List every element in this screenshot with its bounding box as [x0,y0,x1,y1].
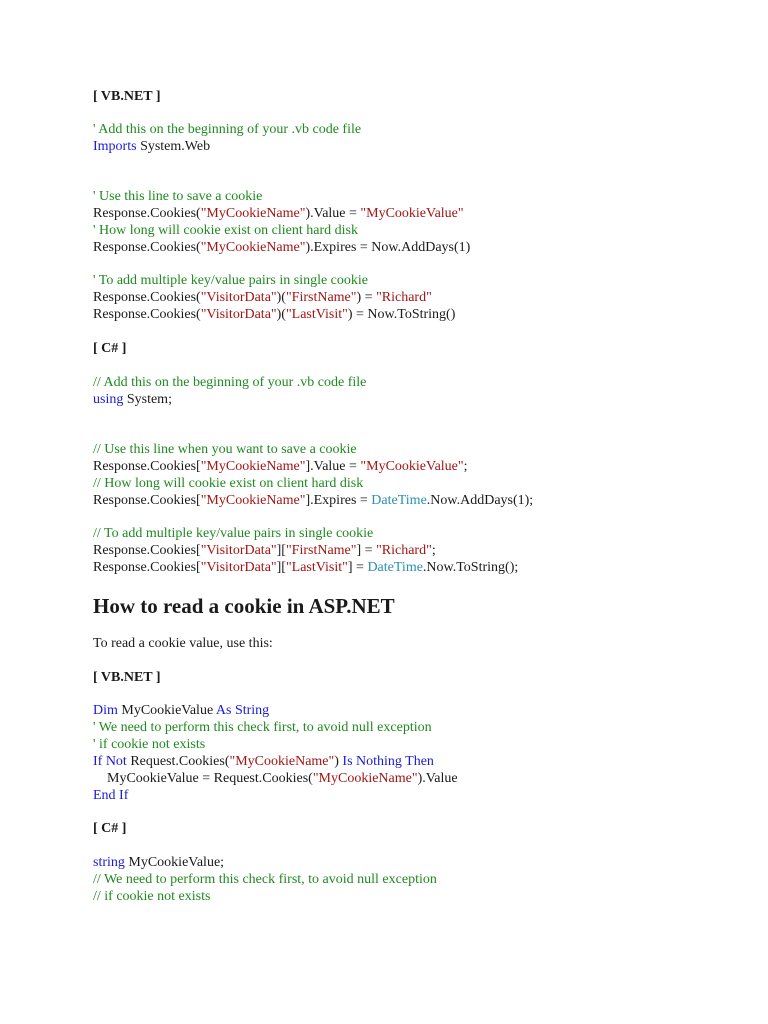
code-token: "VisitorData" [200,560,277,575]
code-token: "MyCookieValue" [360,459,464,474]
code-token: "Richard" [376,290,432,305]
code-token: ).Expires = Now.AddDays(1) [305,240,471,255]
code-token: // Use this line when you want to save a cookie [93,442,357,457]
code-token: "FirstName" [285,290,357,305]
code-token: Imports [93,139,137,154]
code-token: [ C# ] [93,821,127,836]
code-token: MyCookieValue = Request.Cookies( [93,771,313,786]
code-line [93,719,432,736]
section-label-csharp-set [93,340,126,357]
code-line [93,542,436,559]
code-token: Request.Cookies( [126,754,230,769]
code-token: [ C# ] [93,341,127,356]
code-line [93,289,432,306]
code-line [93,458,468,475]
code-token: )( [276,290,286,305]
code-token: "FirstName" [285,543,357,558]
code-token: // How long will cookie exist on client hard disk [93,476,364,491]
code-token: Response.Cookies[ [93,459,201,474]
section-heading: How to read a cookie in ASP.NET [93,594,395,618]
code-token: Response.Cookies( [93,206,201,221]
code-token: End If [93,788,129,803]
code-token: Response.Cookies( [93,290,201,305]
code-token: Response.Cookies[ [93,493,201,508]
code-token: If Not [93,754,127,769]
code-token: // if cookie not exists [93,889,211,904]
code-token: ' if cookie not exists [93,737,206,752]
code-token: "MyCookieName" [200,493,306,508]
code-token: ' How long will cookie exist on client hard disk [93,223,358,238]
code-token: "MyCookieName" [200,206,306,221]
code-token: As String [215,703,270,718]
code-token: System.Web [136,139,211,154]
code-line [93,871,437,888]
code-token: Response.Cookies[ [93,543,201,558]
code-token: ).Value [417,771,458,786]
code-line [93,138,210,155]
code-token: ] = [356,543,377,558]
code-token: ' To add multiple key/value pairs in single cookie [93,273,369,288]
code-line [93,205,464,222]
code-line [93,188,262,205]
code-token: ].Expires = [305,493,372,508]
code-token: "MyCookieName" [312,771,418,786]
code-token: .Now.ToString(); [422,560,519,575]
code-token: System; [123,392,172,407]
code-token: DateTime [367,560,423,575]
code-line [93,888,210,905]
code-line [93,441,357,458]
code-token: string [93,855,125,870]
code-token: // We need to perform this check first, to avoid null exception [93,872,437,887]
code-token: .Now.AddDays(1); [426,493,534,508]
code-line [93,736,205,753]
code-line [93,374,366,391]
code-token: ' Use this line to save a cookie [93,189,263,204]
code-token: )( [276,307,286,322]
code-token: ] = [347,560,368,575]
code-token: MyCookieValue; [124,855,225,870]
code-line [93,121,361,138]
code-line [93,492,533,509]
code-line [93,702,269,719]
code-line [93,306,455,323]
code-token: ; [463,459,468,474]
code-line [93,854,224,871]
code-token: ) = Now.ToString() [347,307,456,322]
code-token: ][ [276,543,286,558]
code-token: // Add this on the beginning of your .vb code file [93,375,367,390]
code-token: ' We need to perform this check first, to avoid null exception [93,720,432,735]
code-token: Response.Cookies[ [93,560,201,575]
code-token: "MyCookieName" [229,754,335,769]
section-label-csharp-read [93,820,126,837]
code-token: "VisitorData" [200,543,277,558]
code-line [93,753,434,770]
body-text [93,635,273,652]
code-token: [ VB.NET ] [93,670,161,685]
code-token: ) = [356,290,377,305]
code-token: "VisitorData" [200,290,277,305]
code-line [93,787,128,804]
code-token: ][ [276,560,286,575]
code-token: ; [431,543,436,558]
code-line [93,391,172,408]
code-token: "MyCookieName" [200,459,306,474]
code-line [93,525,373,542]
code-token: "MyCookieName" [200,240,306,255]
code-token: "LastVisit" [285,560,348,575]
code-token: "MyCookieValue" [360,206,464,221]
code-token: ].Value = [305,459,361,474]
code-line [93,475,363,492]
code-token: "LastVisit" [285,307,348,322]
code-token: Response.Cookies( [93,307,201,322]
code-token: Dim [93,703,118,718]
code-token: "Richard" [376,543,432,558]
section-label-vbnet-read [93,669,161,686]
code-line [93,239,470,256]
code-line [93,770,458,787]
code-token: [ VB.NET ] [93,89,161,104]
code-token: ) [334,754,343,769]
code-token: DateTime [371,493,427,508]
code-token: using [93,392,124,407]
code-line [93,272,368,289]
code-token: To read a cookie value, use this: [93,636,273,651]
code-token: ).Value = [305,206,361,221]
code-token: Is Nothing Then [342,754,434,769]
code-line [93,222,358,239]
section-label-vbnet-set [93,88,161,105]
code-token: "VisitorData" [200,307,277,322]
code-line [93,559,518,576]
code-token: // To add multiple key/value pairs in single cookie [93,526,374,541]
code-token: ' Add this on the beginning of your .vb code file [93,122,362,137]
code-token: Response.Cookies( [93,240,201,255]
code-token: MyCookieValue [117,703,216,718]
